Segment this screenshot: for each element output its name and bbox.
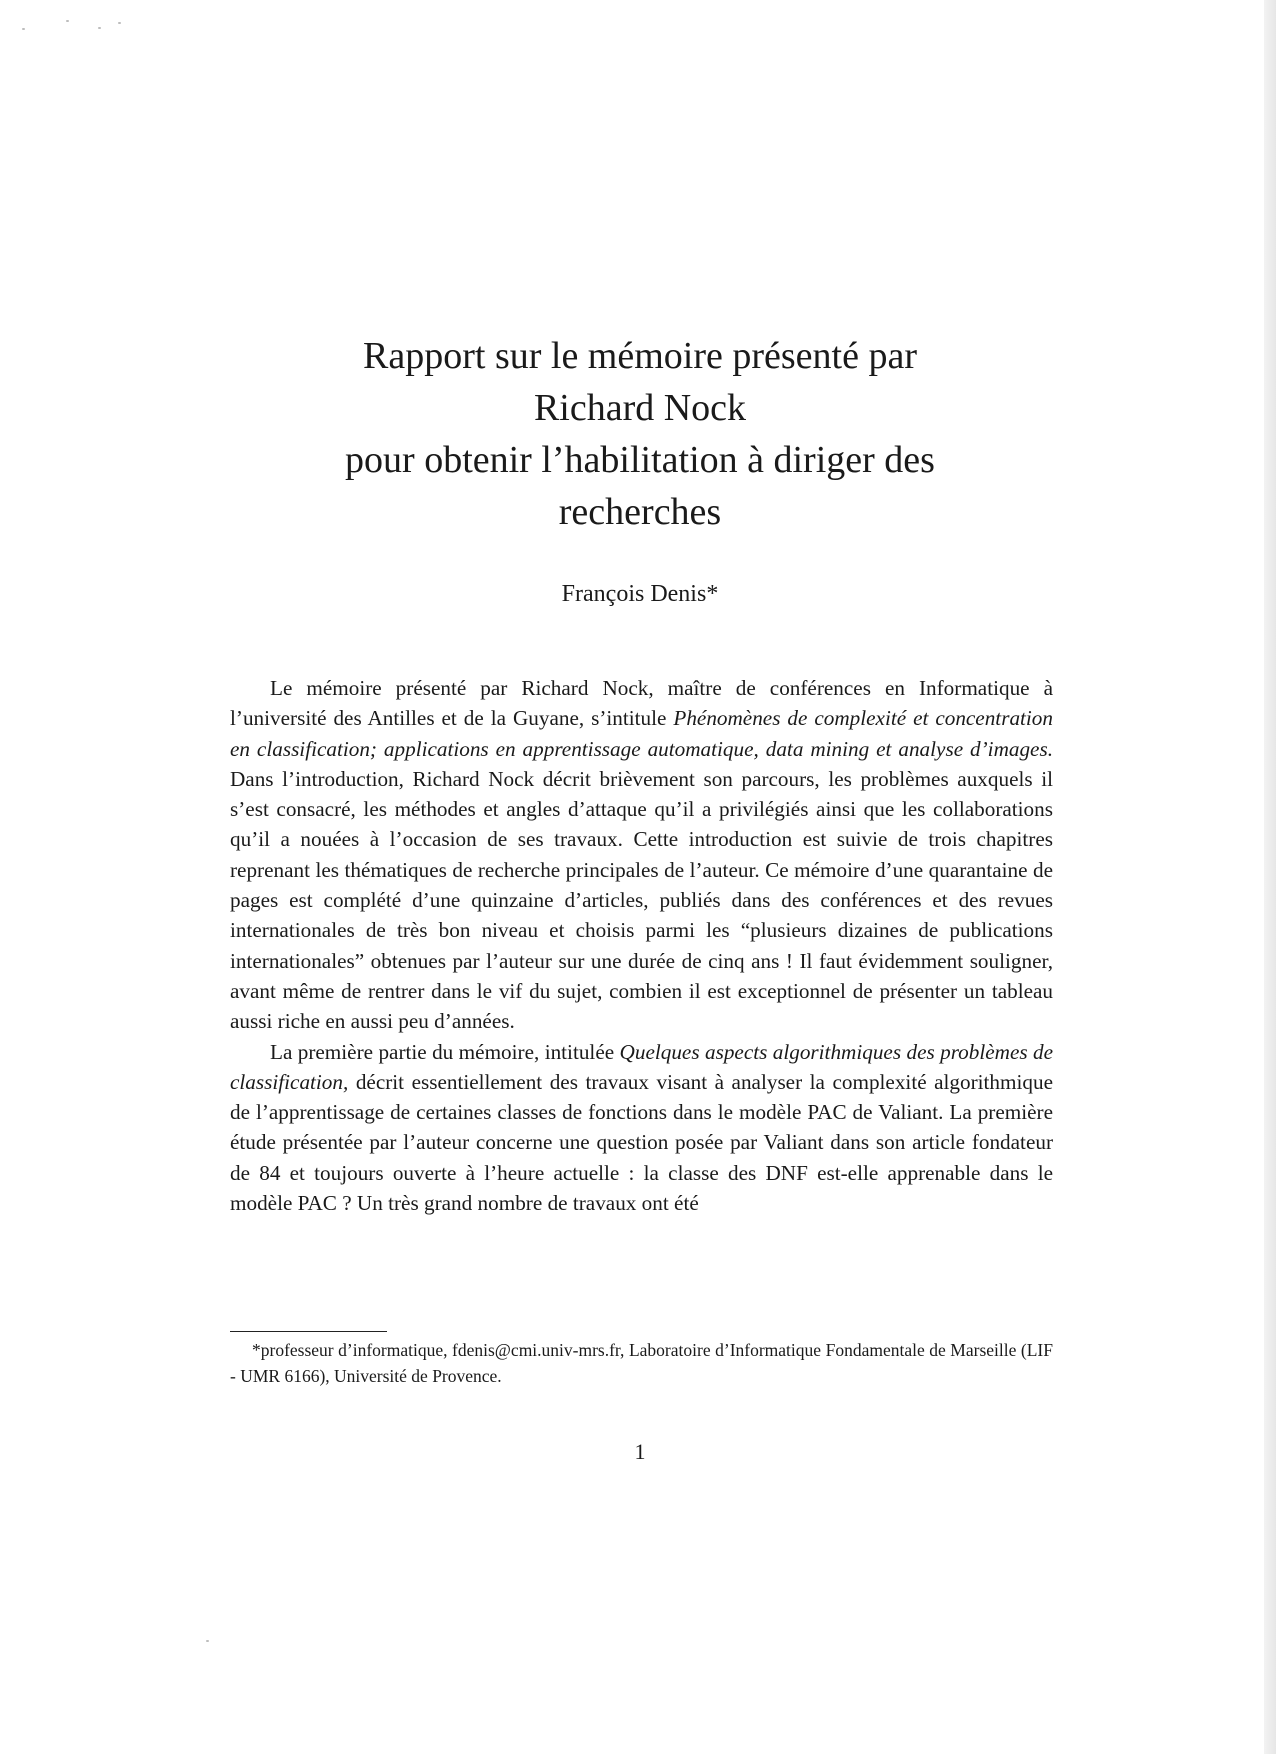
- title-line: recherches: [558, 491, 722, 533]
- title-line: pour obtenir l’habilitation à diriger des: [345, 439, 935, 481]
- scan-speck: [206, 1640, 209, 1642]
- paragraph-text: Dans l’introduction, Richard Nock décrit brièvement son parcours, les problèmes auxquels il s’est consacré, les méthodes et angles d’attaque qu’il a privilégiés ainsi que les collaborations qu’il a nouées à l’occasion de ses travaux. Cette introduction est suivie de trois chapitres reprenant les thématiques de recherche principales de l’auteur. Ce mémoire d’une quarantaine de pages est complété d’une quinzaine d’articles, publiés dans des conférences et des revues internationales de très bon niveau et choisis parmi les “plusieurs dizaines de publications internationales” obtenues par l’auteur sur une durée de cinq ans ! Il faut évidemment souligner, avant même de rentrer dans le vif du sujet, combien il est exceptionnel de présenter un tableau aussi riche en aussi peu d’années.: [230, 766, 1053, 1034]
- document-title: [230, 330, 1050, 538]
- title-line: Rapport sur le mémoire présenté par: [363, 335, 917, 377]
- footnote-divider: [230, 1331, 387, 1332]
- page-edge-shadow: [1264, 0, 1276, 1754]
- paragraph: [230, 1037, 1053, 1219]
- scan-speck: [118, 22, 121, 24]
- title-line: Richard Nock: [533, 387, 747, 429]
- thesis-title-italic: Phénomènes de complexité et concentration en classification; applications en apprentissage automatique, data mining et analyse d’images.: [230, 706, 1053, 761]
- footnote: *professeur d’informatique, fdenis@cmi.univ-mrs.fr, Laboratoire d’Informatique Fondamentale de Marseille (LIF - UMR 6166), Université de Provence.: [230, 1340, 1053, 1386]
- scan-speck: [22, 28, 25, 30]
- part-title-italic: Quelques aspects algorithmiques des problèmes de classification,: [230, 1039, 1054, 1094]
- scan-speck: [98, 27, 101, 29]
- paragraph: [230, 673, 1053, 1037]
- body-text: [230, 673, 1053, 1218]
- page-number: 1: [634, 1439, 646, 1464]
- paragraph-text: décrit essentiellement des travaux visant à analyser la complexité algorithmique de l’apprentissage de certaines classes de fonctions dans le modèle PAC de Valiant. La première étude présentée par l’auteur concerne une question posée par Valiant dans son article fondateur de 84 et toujours ouverte à l’heure actuelle : la classe des DNF est-elle apprenable dans le modèle PAC ? Un très grand nombre de travaux ont été: [230, 1069, 1053, 1216]
- paragraph-text: La première partie du mémoire, intitulée: [270, 1039, 620, 1064]
- scan-speck: [66, 20, 69, 22]
- author-name: François Denis*: [561, 581, 719, 607]
- paragraph-text: Le mémoire présenté par Richard Nock, maître de conférences en Informatique à l’université des Antilles et de la Guyane, s’intitule: [230, 676, 1053, 731]
